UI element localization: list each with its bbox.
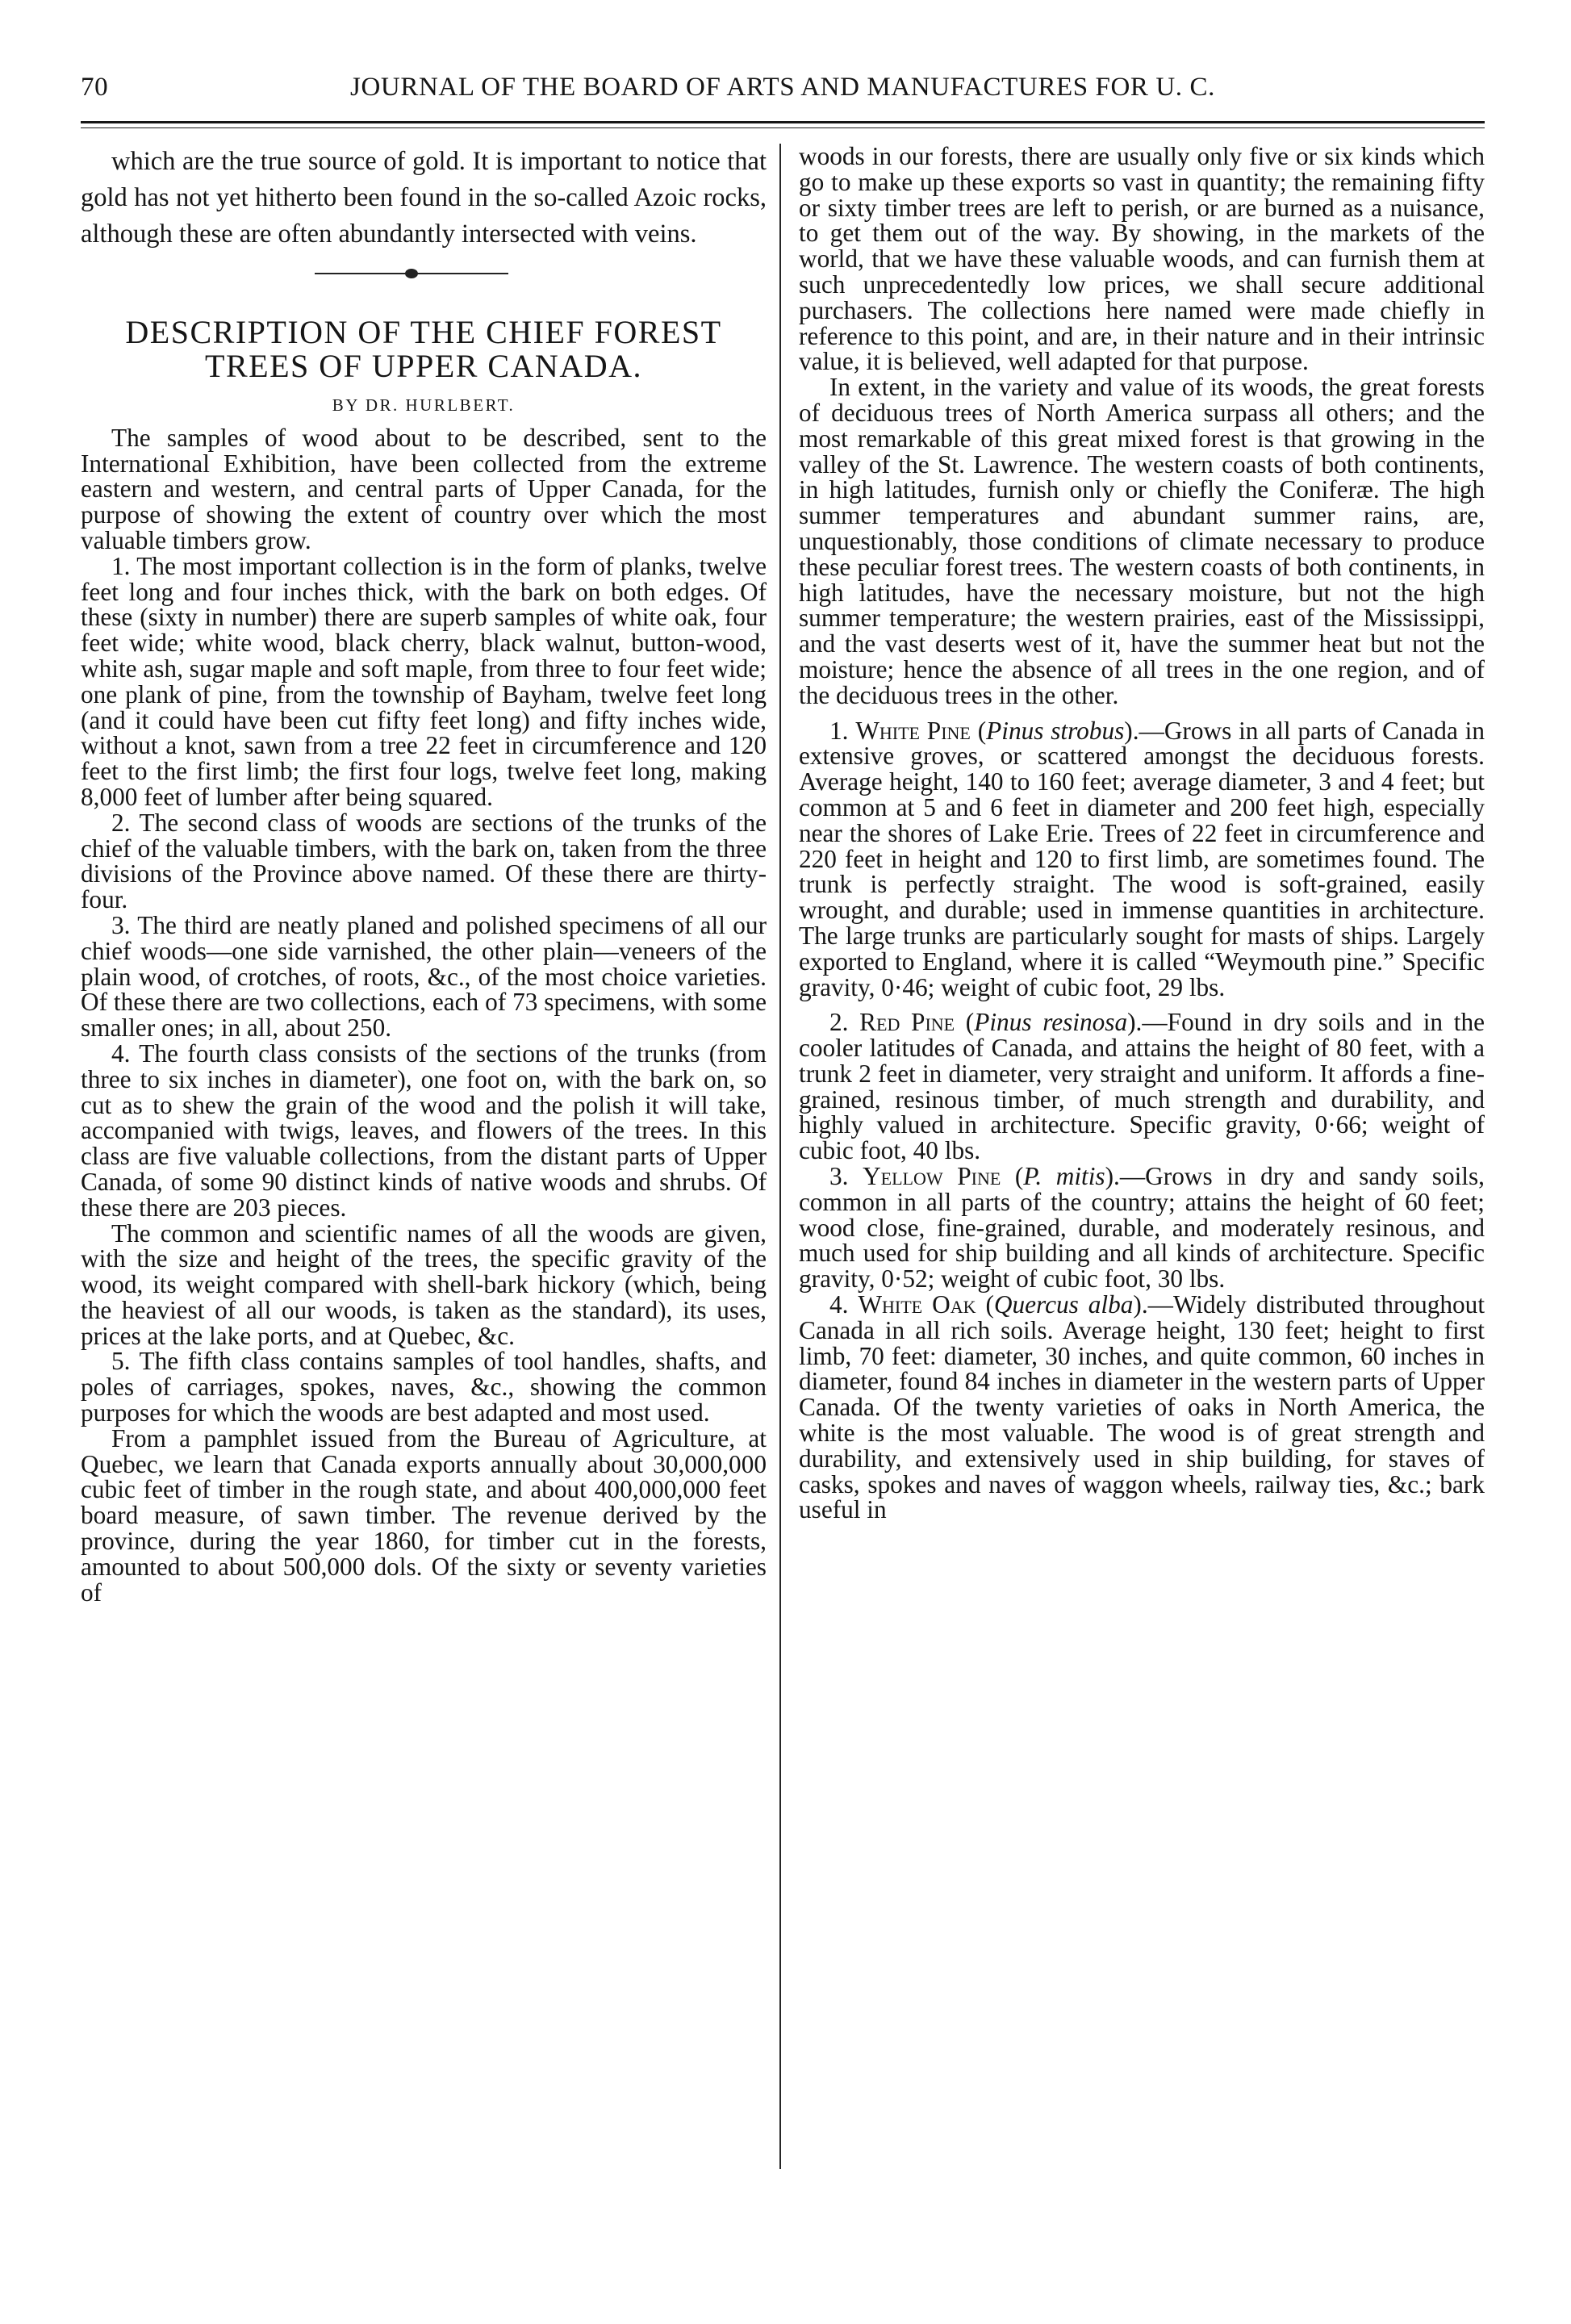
divider-dot xyxy=(405,269,418,278)
tree-name: Yellow Pine xyxy=(863,1162,1001,1191)
body-paragraph: 3. The third are neatly planed and polished specimens of all our chief woods—one side varnished, the other plain—veneers of the plain wood, of crotches, of roots, &c., of the most choice varieties. Of these there are two collections, each of 73 specimens, with some smaller ones; in all, about 250. xyxy=(81,910,767,1043)
entry-number: 1. xyxy=(829,716,849,745)
body-paragraph: The samples of wood about to be described, sent to the International Exhibition, have been collected from the extreme eastern and western, and central parts of Upper Canada, for the purpose of showing the extent of country over which the most valuable timbers grow. xyxy=(81,423,767,554)
entry-text: —Widely distributed throughout Canada in all rich soils. Average height, 130 feet; height to first limb, 70 feet: diameter, 30 inches, and quite common, 60 inches in diameter, found 84 inches in diameter in the western parts of Upper Canada. Of the twenty varieties of oaks in North America, the white is the most valuable. The wood is of great strength and durability, and extensively used in ship building, for staves of casks, spokes and naves of waggon wheels, railway ties, &c.; bark useful in xyxy=(799,1290,1485,1524)
section-title: DESCRIPTION OF THE CHIEF FOREST TREES OF UPPER CANADA. xyxy=(125,314,722,384)
body-paragraph: 2. The second class of woods are sections of the trunks of the chief of the valuable timbers, with the bark on, taken from the three divisions of the Province above named. Of these there are thirty-four. xyxy=(81,808,767,914)
right-column xyxy=(799,144,1485,2169)
latin-name: Pinus resinosa xyxy=(974,1008,1128,1037)
body-paragraph: In extent, in the variety and value of its woods, the great forests of deciduous trees of North America surpass all others; and the most remarkable of this great mixed forest is that growing in the valley of the St. Lawrence. The western coasts of both continents, in high latitudes, furnish only or chiefly the Coniferæ. The high summer temperatures and abundant summer rains, are, unquestionably, those conditions of climate necessary to produce these peculiar forest trees. The western coasts of both continents, in high latitudes, have the necessary moisture, but not the high summer temperature; the western prairies, east of the Mississippi, and the vast deserts west of it, have the summer heat but not the moisture; hence the absence of all trees in the one region, and of the deciduous trees in the other. xyxy=(799,373,1485,709)
entry-number: 3. xyxy=(829,1162,849,1191)
entry-text: —Found in dry soils and in the cooler latitudes of Canada, and attains the height of 80 feet, with a trunk 2 feet in diameter, very straight and uniform. It affords a fine-grained, resinous timber, of much strength and durability, and highly valued in architecture. Specific gravity, 0·66; weight of cubic foot, 40 lbs. xyxy=(799,1008,1485,1165)
running-header xyxy=(81,66,1485,115)
tree-entry-white-pine: 1. White Pine (Pinus strobus).—Grows in all parts of Canada in extensive groves, or scattered amongst the deciduous forests. Average height, 140 to 160 feet; average diameter, 3 and 4 feet; but common at 5 and 6 feet in diameter and 200 feet high, especially near the shores of Lake Erie. Trees of 22 feet in circumference and 220 feet in height and 120 to first limb, are sometimes found. The trunk is perfectly straight. The wood is soft-grained, easily wrought, and durable; used in immense quantities in architecture. The large trunks are particularly sought for masts of ships. Largely exported to England, where it is called “Weymouth pine.” Specific gravity, 0·46; weight of cubic foot, 29 lbs. xyxy=(799,716,1485,1001)
page-number: 70 xyxy=(81,73,109,102)
body-paragraph: From a pamphlet issued from the Bureau of Agriculture, at Quebec, we learn that Canada exports annually about 30,000,000 cubic feet of timber in the rough state, and about 400,000,000 feet board measure, of sawn timber. The revenue derived by the province, during the year 1860, for timber cut in the forests, amounted to about 500,000 dols. Of the sixty or seventy varieties of xyxy=(81,1423,767,1607)
tree-entry-red-pine: 2. Red Pine (Pinus resinosa).—Found in dry soils and in the cooler latitudes of Canada, and attains the height of 80 feet, with a trunk 2 feet in diameter, very straight and uniform. It affords a fine-grained, resinous timber, of much strength and durability, and highly valued in architecture. Specific gravity, 0·66; weight of cubic foot, 40 lbs. xyxy=(799,1008,1485,1165)
journal-title: JOURNAL OF THE BOARD OF ARTS AND MANUFACTURES FOR U. C. xyxy=(350,73,1215,102)
header-rule-thick xyxy=(81,121,1485,123)
body-paragraph: 1. The most important collection is in the form of planks, twelve feet long and four inches thick, with the bark on both edges. Of these (sixty in number) there are superb samples of white oak, four feet wide; white wood, black cherry, black walnut, button-wood, white ash, sugar maple and soft maple, from three to four feet wide; one plank of pine, from the township of Bayham, twelve feet long (and it could have been cut fifty feet long) and fifty inches wide, without a knot, sawn from a tree 22 feet in circumference and 120 feet to the first limb; the first four logs, twelve feet long, making 8,000 feet of lumber after being squared. xyxy=(81,551,767,811)
tree-entry-white-oak: 4. White Oak (Quercus alba).—Widely distributed throughout Canada in all rich soils. Average height, 130 feet; height to first limb, 70 feet: diameter, 30 inches, and quite common, 60 inches in diameter, found 84 inches in diameter in the western parts of Upper Canada. Of the twenty varieties of oaks in North America, the white is the most valuable. The wood is of great strength and durability, and extensively used in ship building, for staves of casks, spokes and naves of waggon wheels, railway ties, &c.; bark useful in xyxy=(799,1290,1485,1524)
body-paragraph: 5. The fifth class contains samples of tool handles, shafts, and poles of carriages, spokes, naves, &c., showing the common purposes for which the woods are best adapted and most used. xyxy=(81,1347,767,1427)
tree-name: White Oak xyxy=(858,1290,976,1319)
entry-text: —Grows in dry and sandy soils, common in all parts of the country; attains the height of 60 feet; wood close, fine-grained, durable, and moderately resinous, and much used for ship building and all kinds of architecture. Specific gravity, 0·52; weight of cubic foot, 30 lbs. xyxy=(799,1162,1485,1294)
section-divider-ornament xyxy=(81,253,767,298)
body-paragraph: The common and scientific names of all the woods are given, with the size and height of the trees, the specific gravity of the wood, its weight compared with shell-bark hickory (which, being the heaviest of all our woods, is taken as the standard), its uses, prices at the lake ports, and at Quebec, &c. xyxy=(81,1218,767,1350)
entry-text: —Grows in all parts of Canada in extensive groves, or scattered amongst the deciduous forests. Average height, 140 to 160 feet; average diameter, 3 and 4 feet; but common at 5 and 6 feet in diameter and 200 feet high, especially near the shores of Lake Erie. Trees of 22 feet in circumference and 220 feet in height and 120 to first limb, are sometimes found. The trunk is perfectly straight. The wood is soft-grained, easily wrought, and durable; used in immense quantities in architecture. The large trunks are particularly sought for masts of ships. Largely exported to England, where it is called “Weymouth pine.” Specific gravity, 0·46; weight of cubic foot, 29 lbs. xyxy=(799,716,1485,1001)
continued-paragraph: which are the true source of gold. It is important to notice that gold has not yet hitherto been found in the so-called Azoic rocks, although these are often abundantly intersected with veins. xyxy=(81,147,767,249)
tree-name: Red Pine xyxy=(859,1008,955,1037)
tree-name: White Pine xyxy=(855,716,971,745)
latin-name: Quercus alba xyxy=(993,1290,1134,1319)
body-paragraph: woods in our forests, there are usually only five or six kinds which go to make up these exports so vast in quantity; the remaining fifty or sixty timber trees are left to perish, or are burned as a nuisance, to get them out of the way. By showing, in the markets of the world, that we have these valuable woods, and can furnish them at such unprecedentedly low prices, we shall secure additional purchasers. The collections here named were made chiefly in reference to this point, and are, in their nature and in their intrinsic value, it is believed, well adapted for that purpose. xyxy=(799,144,1485,376)
latin-name: P. mitis xyxy=(1023,1162,1105,1191)
body-paragraph: 4. The fourth class consists of the sections of the trunks (from three to six inches in diameter), one foot on, with the bark on, so cut as to shew the grain of the wood and the polish it will take, accompanied with twigs, leaves, and flowers of the trees. In this class are five valuable collections, from the distant parts of Upper Canada, of some 90 distinct kinds of native woods and shrubs. Of these there are 203 pieces. xyxy=(81,1039,767,1222)
entry-number: 4. xyxy=(829,1290,849,1319)
column-divider xyxy=(779,144,781,2169)
tree-entry-yellow-pine: 3. Yellow Pine (P. mitis).—Grows in dry and sandy soils, common in all parts of the country; attains the height of 60 feet; wood close, fine-grained, durable, and moderately resinous, and much used for ship building and all kinds of architecture. Specific gravity, 0·52; weight of cubic foot, 30 lbs. xyxy=(799,1162,1485,1294)
entry-number: 2. xyxy=(829,1008,849,1037)
header-rule-thin xyxy=(81,127,1485,128)
left-column xyxy=(81,144,767,2169)
latin-name: Pinus strobus xyxy=(986,716,1125,745)
author-byline: BY DR. HURLBERT. xyxy=(332,395,516,415)
